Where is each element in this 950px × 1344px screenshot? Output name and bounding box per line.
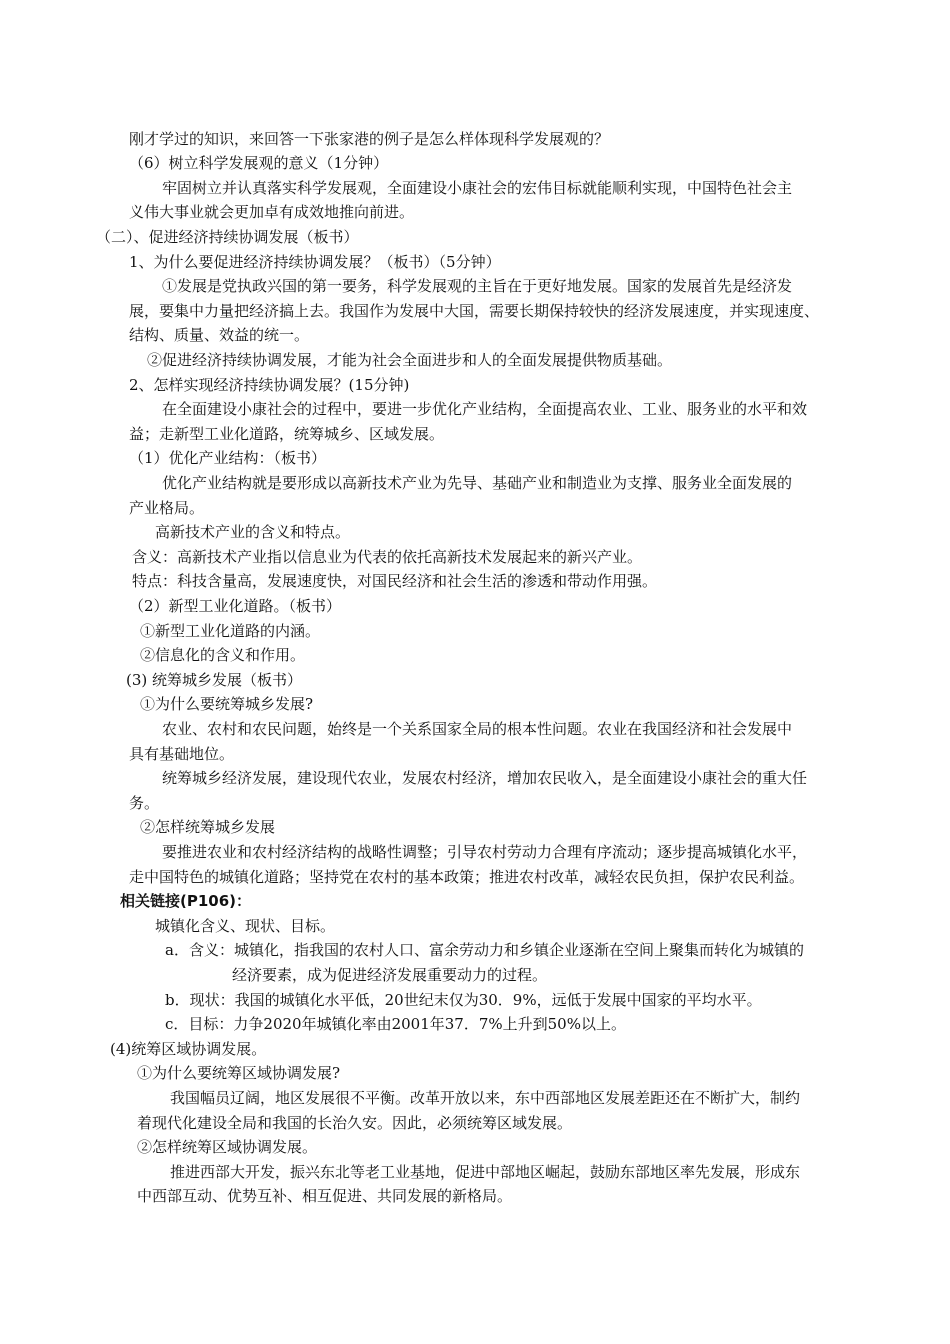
text-line: a．含义：城镇化，指我国的农村人口、富余劳动力和乡镇企业逐渐在空间上聚集而转化为城镇的 xyxy=(165,941,804,959)
text-line: ①为什么要统筹城乡发展? xyxy=(140,695,314,713)
text-line: 义伟大事业就会更加卓有成效地推向前进。 xyxy=(129,203,415,221)
text-line: ②促进经济持续协调发展，才能为社会全面进步和人的全面发展提供物质基础。 xyxy=(147,351,673,369)
text-line: b．现状：我国的城镇化水平低，20世纪末仅为30．9%，远低于发展中国家的平均水平。 xyxy=(165,991,762,1009)
text-line: ②信息化的含义和作用。 xyxy=(140,646,306,664)
section-heading: （2）新型工业化道路。（板书） xyxy=(129,597,342,615)
text-line: 产业格局。 xyxy=(129,499,205,517)
text-line: 中西部互动、优势互补、相互促进、共同发展的新格局。 xyxy=(137,1187,513,1205)
text-line: 高新技术产业的含义和特点。 xyxy=(155,523,351,541)
text-line: 要推进农业和农村经济结构的战略性调整；引导农村劳动力合理有序流动；逐步提高城镇化水平， xyxy=(162,843,808,861)
text-line: ②怎样统筹城乡发展 xyxy=(140,818,276,836)
text-line: 着现代化建设全局和我国的长治久安。因此，必须统筹区域发展。 xyxy=(137,1114,573,1132)
section-heading: (3) 统筹城乡发展（板书） xyxy=(126,671,303,689)
text-line: ①为什么要统筹区域协调发展? xyxy=(137,1064,341,1082)
section-heading: （1）优化产业结构：（板书） xyxy=(129,449,327,467)
text-line: 我国幅员辽阔，地区发展很不平衡。改革开放以来，东中西部地区发展差距还在不断扩大，制约 xyxy=(170,1089,801,1107)
section-heading: （二）、促进经济持续协调发展（板书） xyxy=(96,228,359,246)
text-line: ①发展是党执政兴国的第一要务，科学发展观的主旨在于更好地发展。国家的发展首先是经济发 xyxy=(162,277,793,295)
text-line: 走中国特色的城镇化道路；坚持党在农村的基本政策；推进农村改革，减轻农民负担，保护农民利益。 xyxy=(129,868,805,886)
text-line: 具有基础地位。 xyxy=(129,745,235,763)
text-line: 牢固树立并认真落实科学发展观，全面建设小康社会的宏伟目标就能顺利实现，中国特色社会主 xyxy=(162,179,793,197)
text-line: 含义：高新技术产业指以信息业为代表的依托高新技术发展起来的新兴产业。 xyxy=(132,548,643,566)
section-heading: 1、为什么要促进经济持续协调发展？（板书）（5分钟） xyxy=(129,253,501,271)
section-heading: 2、怎样实现经济持续协调发展？(15分钟) xyxy=(129,376,410,394)
text-line: 在全面建设小康社会的过程中，要进一步优化产业结构，全面提高农业、工业、服务业的水平和效 xyxy=(162,400,808,418)
text-line: c．目标：力争2020年城镇化率由2001年37．7%上升到50%以上。 xyxy=(165,1015,626,1033)
section-heading: （6）树立科学发展观的意义（1分钟） xyxy=(129,154,389,172)
text-line: 展，要集中力量把经济搞上去。我国作为发展中大国，需要长期保持较快的经济发展速度，并实现速度、 xyxy=(129,302,820,320)
text-line: ①新型工业化道路的内涵。 xyxy=(140,622,321,640)
text-line: 农业、农村和农民问题，始终是一个关系国家全局的根本性问题。农业在我国经济和社会发展中 xyxy=(162,720,793,738)
text-line: 特点：科技含量高，发展速度快，对国民经济和社会生活的渗透和带动作用强。 xyxy=(132,572,658,590)
text-line: 经济要素，成为促进经济发展重要动力的过程。 xyxy=(232,966,548,984)
text-line: 城镇化含义、现状、目标。 xyxy=(155,917,336,935)
text-line: 优化产业结构就是要形成以高新技术产业为先导、基础产业和制造业为支撑、服务业全面发展的 xyxy=(162,474,793,492)
text-line: ②怎样统筹区域协调发展。 xyxy=(137,1138,318,1156)
text-line: 推进西部大开发，振兴东北等老工业基地，促进中部地区崛起，鼓励东部地区率先发展，形成东 xyxy=(170,1163,801,1181)
text-line: 益；走新型工业化道路，统筹城乡、区域发展。 xyxy=(129,425,445,443)
text-line: 务。 xyxy=(129,794,160,812)
section-heading: (4)统筹区域协调发展。 xyxy=(110,1040,267,1058)
text-line: 刚才学过的知识，来回答一下张家港的例子是怎么样体现科学发展观的？ xyxy=(129,130,610,148)
text-line: 结构、质量、效益的统一。 xyxy=(129,326,310,344)
related-link-heading: 相关链接(P106)： xyxy=(120,892,252,910)
text-line: 统筹城乡经济发展，建设现代农业，发展农村经济，增加农民收入，是全面建设小康社会的重大任 xyxy=(162,769,808,787)
